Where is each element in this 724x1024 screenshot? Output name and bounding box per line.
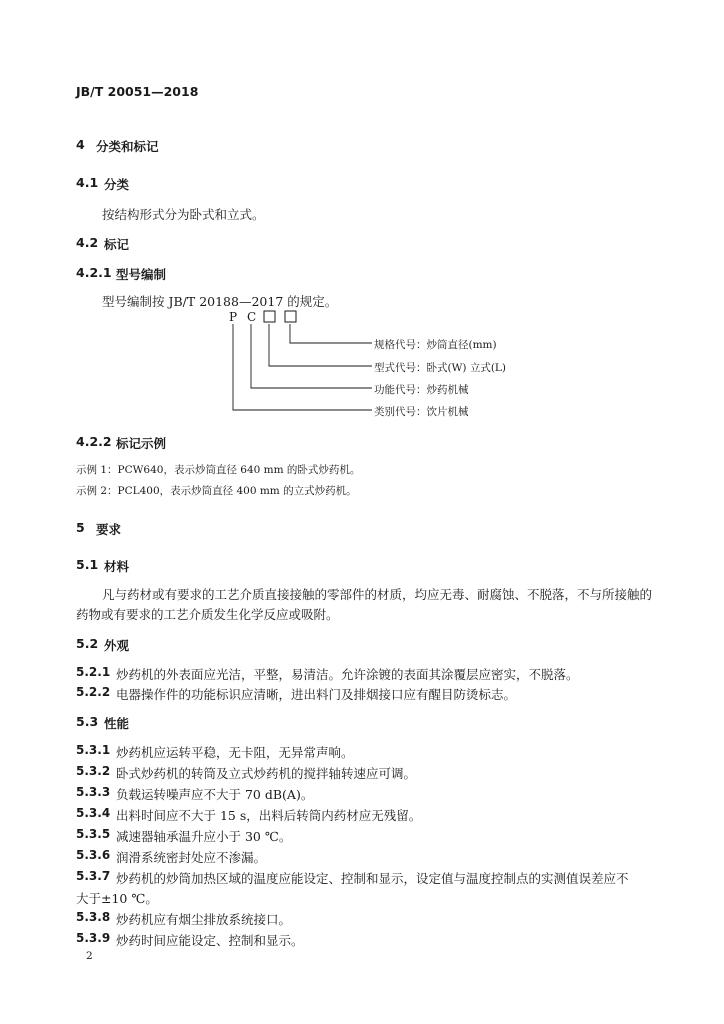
- section-4-title: 分类和标记: [96, 139, 159, 154]
- clause-5-3-6-text: 润滑系统密封处应不渗漏。: [116, 850, 267, 865]
- diagram-label-func: 功能代号：炒药机械: [374, 384, 469, 396]
- section-5-1-line-1: 凡与药材或有要求的工艺介质直接接触的零部件的材质，均应无毒、耐腐蚀、不脱落，不与所接触的: [102, 587, 653, 602]
- clause-5-3-7-number: 5.3.7: [76, 869, 111, 883]
- clause-5-3-8-text: 炒药机应有烟尘排放系统接口。: [116, 912, 292, 927]
- diagram-label-category: 类别代号：饮片机械: [374, 406, 469, 418]
- section-4-2-number: 4.2: [76, 235, 99, 250]
- section-4-2-1-text: 型号编制按 JB/T 20188—2017 的规定。: [102, 294, 338, 309]
- section-4-1-text: 按结构形式分为卧式和立式。: [102, 207, 265, 222]
- diagram-label-type: 型式代号：卧式(W) 立式(L): [374, 362, 506, 374]
- example-1: 示例 1：PCW640，表示炒筒直径 640 mm 的卧式炒药机。: [76, 464, 361, 476]
- clause-5-3-3-number: 5.3.3: [76, 785, 111, 799]
- clause-5-3-7-text: 炒药机的炒筒加热区域的温度应能设定、控制和显示，设定值与温度控制点的实测值误差应不: [116, 871, 629, 886]
- section-4-number: 4: [76, 137, 85, 152]
- clause-5-3-2-text: 卧式炒药机的转筒及立式炒药机的搅拌轴转速应可调。: [116, 766, 417, 781]
- clause-5-3-9-number: 5.3.9: [76, 931, 111, 945]
- clause-5-3-9-text: 炒药时间应能设定、控制和显示。: [116, 933, 304, 948]
- section-4-2-2-title: 标记示例: [116, 436, 167, 451]
- diagram-box-2: [285, 311, 296, 322]
- section-5-3-title: 性能: [104, 716, 130, 731]
- section-5-number: 5: [76, 520, 85, 535]
- section-4-2-1-number: 4.2.1: [76, 265, 112, 280]
- clause-5-3-8-number: 5.3.8: [76, 910, 111, 924]
- diagram-line-spec: [290, 324, 372, 343]
- section-5-title: 要求: [96, 522, 122, 537]
- diagram-char-p: P: [229, 310, 238, 324]
- section-4-1-number: 4.1: [76, 175, 99, 190]
- example-2: 示例 2：PCL400，表示炒筒直径 400 mm 的立式炒药机。: [76, 485, 357, 497]
- diagram-char-c: C: [247, 310, 257, 324]
- section-5-2-number: 5.2: [76, 636, 99, 651]
- clause-5-3-4-number: 5.3.4: [76, 806, 111, 820]
- clause-5-3-4-text: 出料时间应不大于 15 s，出料后转筒内药材应无残留。: [116, 808, 422, 823]
- section-4-2-2-number: 4.2.2: [76, 434, 112, 449]
- clause-5-3-7-text-cont: 大于±10 ℃。: [76, 891, 158, 906]
- page-number: 2: [86, 950, 93, 962]
- standard-code: JB/T 20051—2018: [76, 84, 199, 99]
- clause-5-2-2-text: 电器操作件的功能标识应清晰，进出料门及排烟接口应有醒目防烫标志。: [116, 687, 517, 702]
- section-4-2-title: 标记: [104, 237, 130, 252]
- section-5-1-title: 材料: [104, 559, 130, 574]
- clause-5-3-1-number: 5.3.1: [76, 743, 111, 757]
- section-5-2-title: 外观: [104, 638, 130, 653]
- clause-5-2-1-text: 炒药机的外表面应光洁，平整，易清洁。允许涂镀的表面其涂覆层应密实，不脱落。: [116, 667, 579, 682]
- clause-5-3-3-text: 负载运转噪声应不大于 70 dB(A)。: [116, 787, 314, 802]
- diagram-line-category: [233, 324, 372, 410]
- diagram-label-spec: 规格代号：炒筒直径(mm): [374, 339, 497, 351]
- clause-5-3-5-number: 5.3.5: [76, 827, 111, 841]
- clause-5-3-2-number: 5.3.2: [76, 764, 111, 778]
- section-4-1-title: 分类: [104, 177, 130, 192]
- clause-5-3-1-text: 炒药机应运转平稳，无卡阻，无异常声响。: [116, 745, 354, 760]
- section-4-2-1-title: 型号编制: [116, 267, 167, 282]
- clause-5-2-1-number: 5.2.1: [76, 665, 111, 679]
- section-5-3-number: 5.3: [76, 714, 99, 729]
- clause-5-2-2-number: 5.2.2: [76, 685, 111, 699]
- diagram-box-1: [264, 311, 275, 322]
- clause-5-3-6-number: 5.3.6: [76, 848, 111, 862]
- diagram-line-type: [269, 324, 372, 366]
- section-5-1-line-2: 药物或有要求的工艺介质发生化学反应或吸附。: [76, 607, 339, 622]
- clause-5-3-5-text: 减速器轴承温升应小于 30 ℃。: [116, 829, 292, 844]
- section-5-1-number: 5.1: [76, 557, 99, 572]
